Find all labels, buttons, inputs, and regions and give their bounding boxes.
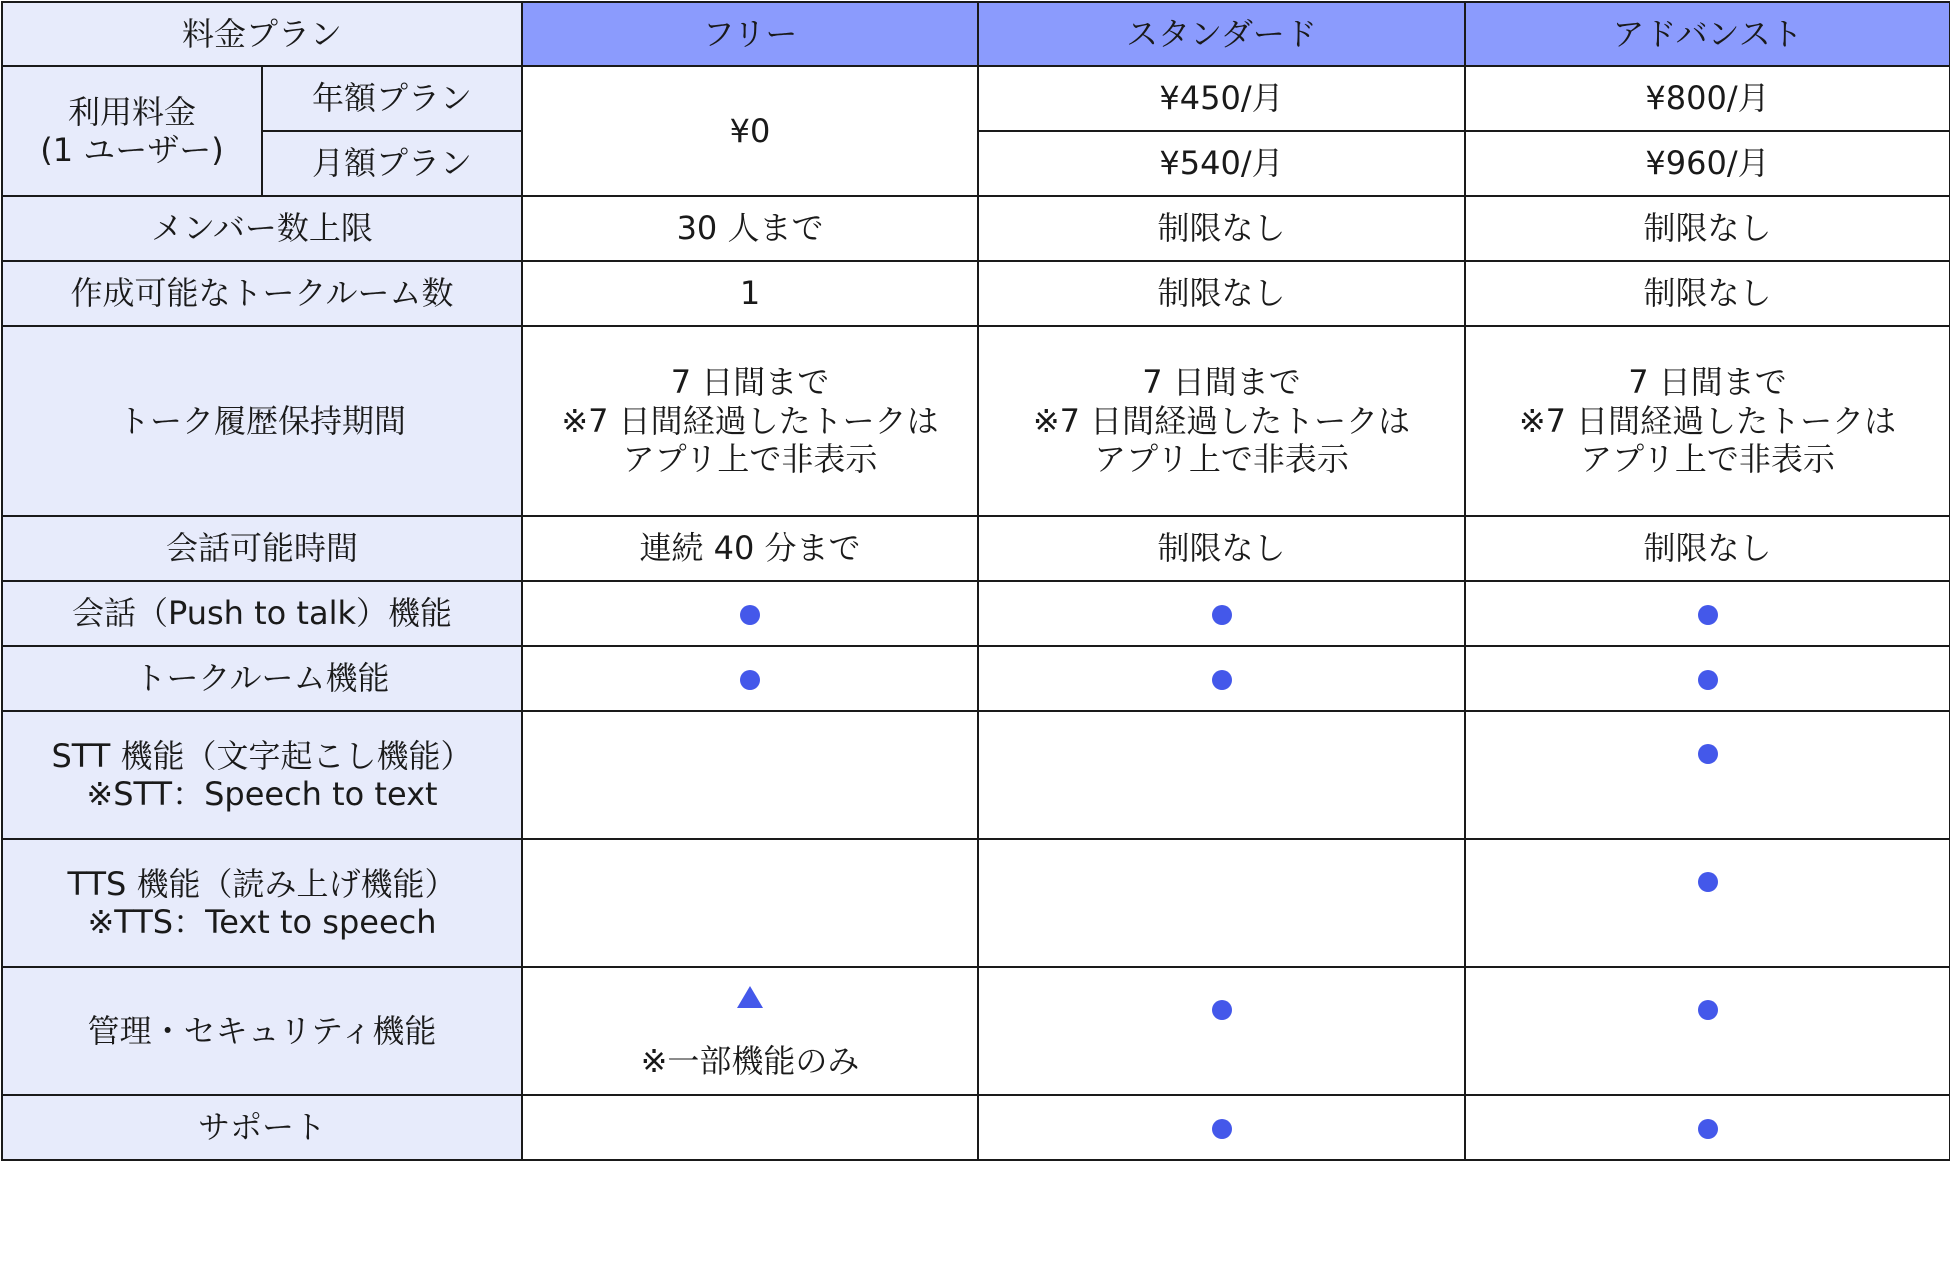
- rooms-label: 作成可能なトークルーム数: [2, 261, 522, 326]
- stt-label-line1: STT 機能（文字起こし機能）: [51, 736, 473, 775]
- price-advanced-annual: ¥800/月: [1465, 66, 1950, 131]
- talk-time-row: [2, 516, 1950, 581]
- history-standard-line3: アプリ上で非表示: [1094, 440, 1349, 479]
- talk-time-standard: 制限なし: [978, 516, 1465, 581]
- price-annual-row: [2, 66, 1950, 131]
- price-label: [2, 66, 262, 196]
- tts-label-line2: ※TTS：Text to speech: [87, 903, 437, 941]
- members-row: [2, 196, 1950, 261]
- members-standard: 制限なし: [978, 196, 1465, 261]
- talkroom-label: トークルーム機能: [2, 646, 522, 711]
- ptt-label: 会話（Push to talk）機能: [2, 581, 522, 646]
- security-advanced: [1465, 967, 1950, 1095]
- talkroom-advanced: [1465, 646, 1950, 711]
- header-corner: 料金プラン: [2, 2, 522, 66]
- annual-plan-label: 年額プラン: [262, 66, 522, 131]
- talk-time-free: 連続 40 分まで: [522, 516, 978, 581]
- talkroom-row: [2, 646, 1950, 711]
- filled-circle-icon: [1698, 670, 1718, 690]
- members-advanced: 制限なし: [1465, 196, 1950, 261]
- stt-row: [2, 711, 1950, 839]
- tts-free: [522, 839, 978, 967]
- history-free-line1: 7 日間まで: [670, 363, 830, 402]
- members-free: 30 人まで: [522, 196, 978, 261]
- ptt-row: [2, 581, 1950, 646]
- tts-label: [2, 839, 522, 967]
- filled-circle-icon: [740, 670, 760, 690]
- security-label: 管理・セキュリティ機能: [2, 967, 522, 1095]
- history-label: トーク履歴保持期間: [2, 326, 522, 516]
- filled-circle-icon: [1212, 1119, 1232, 1139]
- monthly-plan-label: 月額プラン: [262, 131, 522, 196]
- price-advanced-monthly: ¥960/月: [1465, 131, 1950, 196]
- header-row: [2, 2, 1950, 66]
- triangle-icon: [737, 986, 763, 1008]
- rooms-advanced: 制限なし: [1465, 261, 1950, 326]
- header-plan-standard: スタンダード: [978, 2, 1465, 66]
- security-standard: [978, 967, 1465, 1095]
- support-label: サポート: [2, 1095, 522, 1160]
- history-standard-line2: ※7 日間経過したトークは: [1032, 401, 1411, 440]
- talk-time-label: 会話可能時間: [2, 516, 522, 581]
- history-advanced-line3: アプリ上で非表示: [1580, 440, 1835, 479]
- rooms-free: 1: [522, 261, 978, 326]
- stt-label-line2: ※STT：Speech to text: [86, 775, 438, 813]
- ptt-standard: [978, 581, 1465, 646]
- history-advanced-line2: ※7 日間経過したトークは: [1518, 401, 1897, 440]
- filled-circle-icon: [740, 605, 760, 625]
- filled-circle-icon: [1698, 605, 1718, 625]
- security-free-note: ※一部機能のみ: [640, 1041, 860, 1080]
- tts-standard: [978, 839, 1465, 967]
- support-standard: [978, 1095, 1465, 1160]
- support-row: [2, 1095, 1950, 1160]
- stt-advanced: [1465, 711, 1950, 839]
- history-advanced: [1465, 326, 1950, 516]
- filled-circle-icon: [1698, 1000, 1718, 1020]
- tts-label-line1: TTS 機能（読み上げ機能）: [67, 864, 457, 903]
- price-standard-monthly: ¥540/月: [978, 131, 1465, 196]
- history-free-line2: ※7 日間経過したトークは: [561, 401, 939, 440]
- stt-label: [2, 711, 522, 839]
- price-label-line1: 利用料金: [67, 92, 196, 131]
- rooms-row: [2, 261, 1950, 326]
- price-standard-annual: ¥450/月: [978, 66, 1465, 131]
- history-advanced-line1: 7 日間まで: [1628, 363, 1787, 402]
- filled-circle-icon: [1698, 1119, 1718, 1139]
- talk-time-advanced: 制限なし: [1465, 516, 1950, 581]
- support-advanced: [1465, 1095, 1950, 1160]
- price-free: ¥0: [522, 66, 978, 196]
- history-free-line3: アプリ上で非表示: [622, 440, 878, 479]
- history-free: [522, 326, 978, 516]
- header-plan-advanced: アドバンスト: [1465, 2, 1950, 66]
- plan-comparison-table: [1, 1, 1950, 1161]
- filled-circle-icon: [1212, 670, 1232, 690]
- history-standard-line1: 7 日間まで: [1142, 363, 1301, 402]
- tts-row: [2, 839, 1950, 967]
- stt-free: [522, 711, 978, 839]
- support-free: [522, 1095, 978, 1160]
- header-plan-free: フリー: [522, 2, 978, 66]
- tts-advanced: [1465, 839, 1950, 967]
- price-label-line2: (1 ユーザー): [40, 131, 224, 169]
- filled-circle-icon: [1698, 872, 1718, 892]
- members-label: メンバー数上限: [2, 196, 522, 261]
- ptt-free: [522, 581, 978, 646]
- filled-circle-icon: [1698, 744, 1718, 764]
- history-standard: [978, 326, 1465, 516]
- history-row: [2, 326, 1950, 516]
- rooms-standard: 制限なし: [978, 261, 1465, 326]
- talkroom-free: [522, 646, 978, 711]
- talkroom-standard: [978, 646, 1465, 711]
- filled-circle-icon: [1212, 605, 1232, 625]
- security-free: [522, 967, 978, 1095]
- filled-circle-icon: [1212, 1000, 1232, 1020]
- ptt-advanced: [1465, 581, 1950, 646]
- security-row: [2, 967, 1950, 1095]
- stt-standard: [978, 711, 1465, 839]
